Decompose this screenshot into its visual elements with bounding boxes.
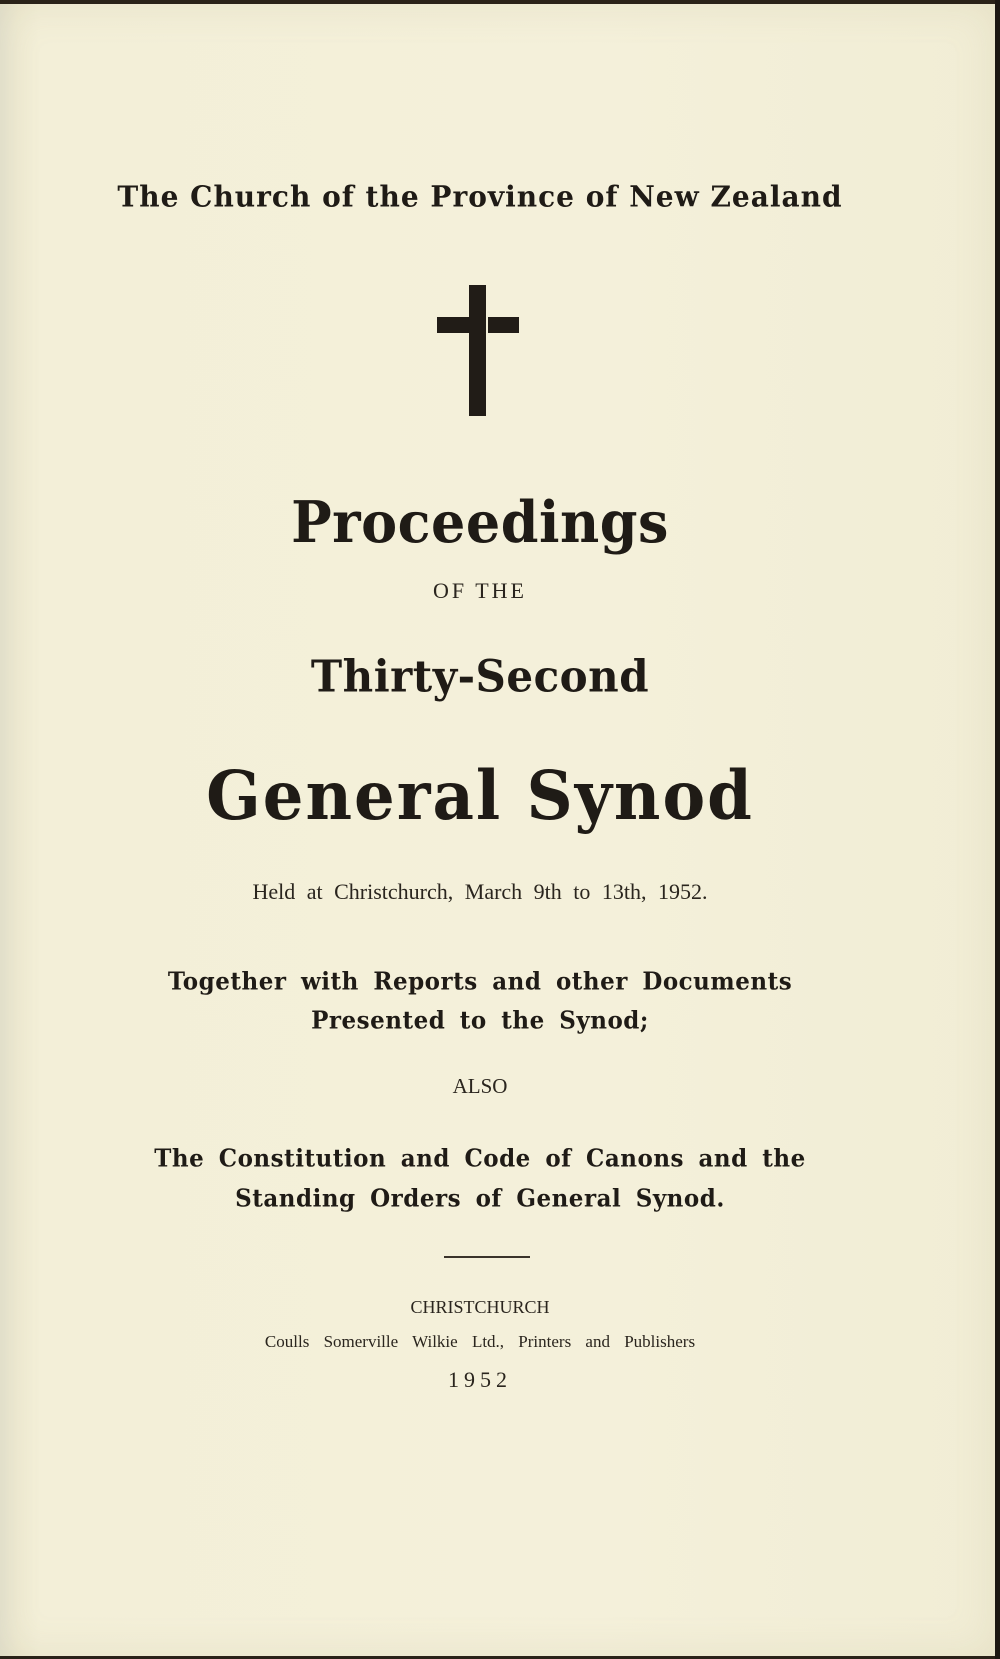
page-edge — [995, 0, 1000, 1659]
imprint-printer: Coulls Somerville Wilkie Ltd., Printers and Publishers — [264, 1332, 696, 1351]
church-header: The Church of the Province of New Zealand — [117, 179, 843, 214]
title-of-the: OF THE — [433, 578, 527, 603]
constitution-line-2: Standing Orders of General Synod. — [235, 1184, 725, 1213]
title-thirty-second: Thirty-Second — [310, 650, 650, 703]
title-proceedings: Proceedings — [291, 488, 669, 556]
also-text: ALSO — [452, 1074, 508, 1098]
cross-icon — [437, 285, 519, 416]
held-at-text: Held at Christchurch, March 9th to 13th, 1952. — [252, 879, 708, 904]
constitution-line-1: The Constitution and Code of Canons and the — [154, 1144, 806, 1173]
imprint-city: CHRISTCHURCH — [410, 1297, 550, 1317]
divider-rule — [444, 1256, 530, 1258]
title-general-synod: General Synod — [206, 757, 754, 836]
together-line-1: Together with Reports and other Documents — [167, 967, 793, 996]
together-line-2: Presented to the Synod; — [311, 1006, 649, 1035]
title-page — [0, 4, 995, 1656]
imprint-year: 1952 — [448, 1367, 512, 1392]
